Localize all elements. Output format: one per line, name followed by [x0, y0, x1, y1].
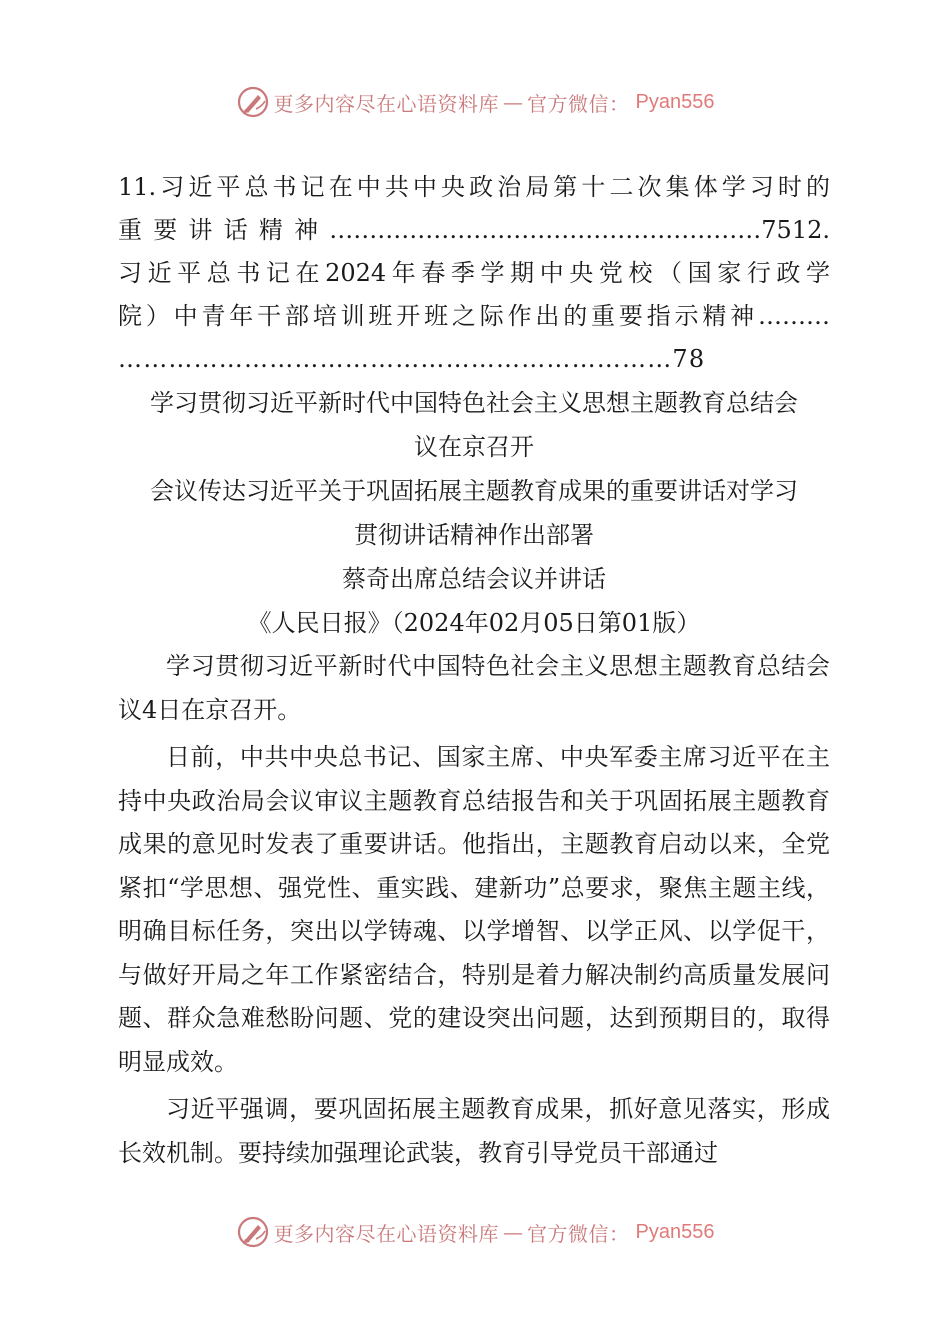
watermark-wechat-label: 官方微信：: [527, 1221, 630, 1246]
article-title: 议在京召开: [414, 433, 534, 461]
paragraph: 习近平强调，要巩固拓展主题教育成果，抓好意见落实，形成长效机制。要持续加强理论武装，教育引导党员干部通过: [118, 1095, 830, 1167]
article-subtitle: 会议传达习近平关于巩固拓展主题教育成果的重要讲话对学习: [150, 477, 798, 505]
watermark-wechat-id: Pyan556: [635, 1220, 715, 1243]
toc-line: 重要讲话精神………………………………………………7512.: [118, 216, 830, 244]
paragraph: 学习贯彻习近平新时代中国特色社会主义思想主题教育总结会议4日在京召开。: [118, 652, 830, 724]
paragraph: 日前，中共中央总书记、国家主席、中央军委主席习近平在主持中央政治局会议审议主题教育总结报告和关于巩固拓展主题教育成果的意见时发表了重要讲话。他指出，主题教育启动以来，全党紧扣“学思想、强党性、重实践、建新功”总要求，聚焦主题主线，明确目标任务，突出以学铸魂、以学增智、以学正风、以学促干，与做好开局之年工作紧密结合，特别是着力解决制约高质量发展问题、群众急难愁盼问题、党的建设突出问题，达到预期目的，取得明显成效。: [118, 743, 830, 1076]
watermark-wechat-label: 官方微信：: [527, 91, 630, 116]
toc-line: 习近平总书记在2024年春季学期中央党校（国家行政学: [118, 259, 830, 287]
watermark-site-text: 更多内容尽在心语资料库: [273, 1221, 500, 1246]
article-title: 学习贯彻习近平新时代中国特色社会主义思想主题教育总结会: [150, 389, 798, 417]
document-body: [118, 166, 830, 1179]
watermark-dash: —: [503, 1220, 524, 1244]
article-subtitle: 蔡奇出席总结会议并讲话: [342, 565, 606, 593]
footer-watermark: [0, 1212, 950, 1252]
pen-logo-icon: [236, 1215, 270, 1249]
pen-logo-icon: [236, 85, 270, 119]
toc-line: …………………………………………………………78: [118, 345, 706, 373]
header-watermark: [0, 82, 950, 122]
watermark-site-text: 更多内容尽在心语资料库: [273, 91, 500, 116]
article-subtitle: 贯彻讲话精神作出部署: [354, 521, 594, 549]
toc-line: 11.习近平总书记在中共中央政治局第十二次集体学习时的: [118, 173, 830, 201]
watermark-wechat-id: Pyan556: [635, 90, 715, 113]
article-source: 《人民日报》（2024年02月05日第01版）: [247, 609, 701, 637]
toc-line: 院）中青年干部培训班开班之际作出的重要指示精神………: [118, 302, 830, 330]
watermark-dash: —: [503, 90, 524, 114]
